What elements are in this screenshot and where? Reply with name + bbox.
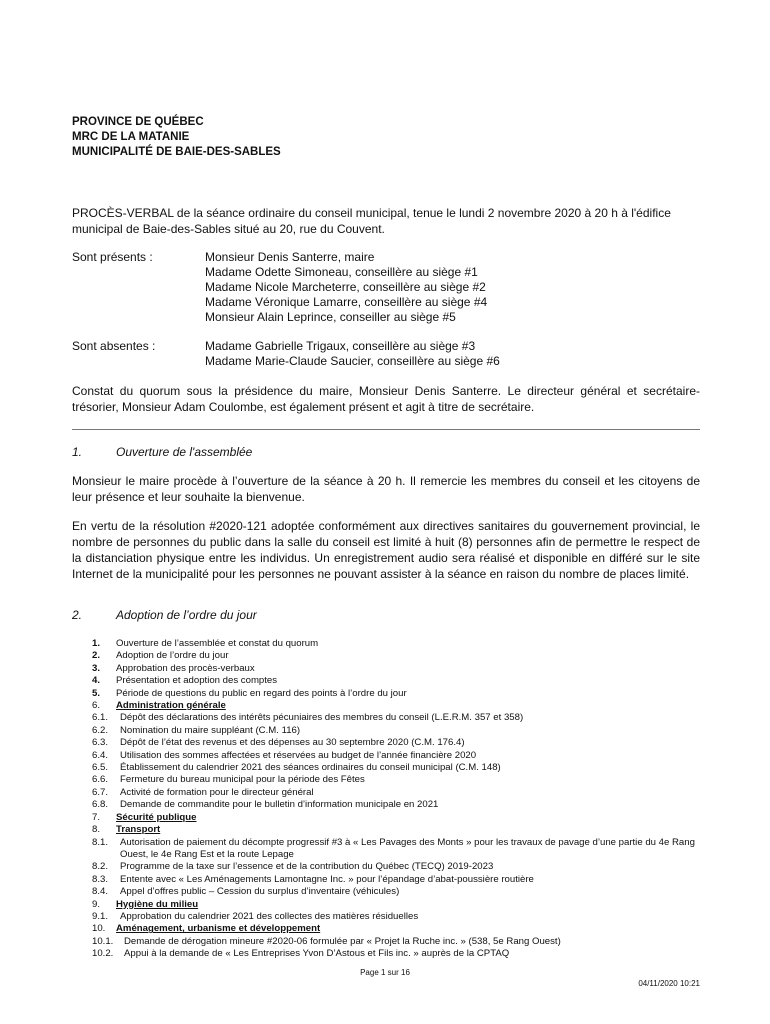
agenda-item-number: 6.6. [92, 774, 109, 786]
agenda-item [92, 675, 704, 687]
agenda-item-text: Autorisation de paiement du décompte progressif #3 à « Les Pavages des Monts » pour les travaux de pavage d’une partie du 4e Rang Ouest, le 4e Rang Est et la route Lepage [120, 836, 695, 860]
agenda-item-text: Sécurité publique [116, 811, 197, 823]
agenda-item [92, 899, 704, 911]
agenda-item [92, 774, 704, 786]
agenda-item-text: Transport [116, 824, 161, 836]
agenda-item [92, 750, 704, 762]
present-name: Madame Nicole Marcheterre, conseillère au siège #2 [205, 280, 486, 294]
agenda-item [92, 688, 704, 700]
agenda-item-number: 8.1. [92, 836, 109, 848]
agenda-item-number: 2. [92, 650, 101, 662]
agenda-item-text: Établissement du calendrier 2021 des séances ordinaires du conseil municipal (C.M. 148) [120, 762, 501, 774]
agenda-item-number: 7. [92, 811, 101, 823]
agenda-item-number: 6.5. [92, 762, 109, 774]
agenda-item [92, 923, 704, 935]
header-mrc: MRC DE LA MATANIE [72, 131, 190, 143]
present-name: Monsieur Alain Leprince, conseiller au siège #5 [205, 310, 456, 324]
agenda-item [92, 824, 704, 836]
agenda-item [92, 787, 704, 799]
section-divider [72, 429, 700, 430]
absent-name: Madame Gabrielle Trigaux, conseillère au siège #3 [205, 339, 476, 353]
agenda-item-number: 6.3. [92, 737, 109, 749]
agenda-item [92, 886, 704, 898]
print-timestamp: 04/11/2020 10:21 [638, 979, 700, 988]
agenda-item [92, 911, 704, 923]
page-number: Page 1 sur 16 [360, 968, 410, 977]
agenda-item-text: Fermeture du bureau municipal pour la période des Fêtes [120, 774, 365, 786]
absent-names [205, 339, 685, 369]
opening-paragraph: Monsieur le maire procède à l’ouverture de la séance à 20 h. Il remercie les membres du conseil et les citoyens de leur présence et leur souhaite la bienvenue. [72, 474, 700, 504]
agenda-item-text: Entente avec « Les Aménagements Lamontagne Inc. » pour l’épandage d’abat-poussière routière [120, 873, 534, 885]
agenda-item [92, 948, 704, 960]
agenda-item-number: 5. [92, 687, 101, 699]
section-number: 1. [72, 445, 83, 459]
sanitary-paragraph: En vertu de la résolution #2020-121 adoptée conformément aux directives sanitaires du gouvernement provincial, le nombre de personnes du public dans la salle du conseil est limité à huit (8) personnes afin de permettre le respect de la distanciation physique entre les individus. Un enregistrement audio sera réalisé et disponible en différé sur le site Internet de la municipalité pour les personnes ne pouvant assister à la séance en raison du nombre de places limité. [72, 519, 700, 581]
agenda-item-number: 8. [92, 824, 101, 836]
agenda-item-number: 3. [92, 662, 101, 674]
agenda-item-text: Adoption de l’ordre du jour [116, 650, 229, 662]
absent-label: Sont absentes : [72, 339, 156, 353]
agenda-item-text: Appel d’offres public – Cession du surplus d’inventaire (véhicules) [120, 886, 400, 898]
agenda-item-text: Appui à la demande de « Les Entreprises Yvon D’Astous et Fils inc. » auprès de la CPTAQ [124, 948, 510, 960]
agenda-item [92, 638, 704, 650]
agenda-item-text: Demande de commandite pour le bulletin d’information municipale en 2021 [120, 799, 439, 811]
agenda-item [92, 936, 704, 948]
agenda-item-text: Dépôt des déclarations des intérêts pécuniaires des membres du conseil (L.E.R.M. 357 et 358) [120, 712, 524, 724]
agenda-list [92, 638, 704, 961]
quorum-paragraph: Constat du quorum sous la présidence du maire, Monsieur Denis Santerre. Le directeur général et secrétaire-trésorier, Monsieur Adam Coulombe, est également présent et agit à titre de secrétaire. [72, 384, 700, 414]
agenda-item [92, 650, 704, 662]
agenda-item-text: Aménagement, urbanisme et développement [116, 923, 321, 935]
agenda-item-text: Approbation des procès-verbaux [116, 662, 255, 674]
header-province: PROVINCE DE QUÉBEC [72, 116, 204, 128]
present-name: Madame Odette Simoneau, conseillère au siège #1 [205, 265, 478, 279]
agenda-item [92, 725, 704, 737]
agenda-item-number: 8.4. [92, 886, 109, 898]
agenda-item-text: Hygiène du milieu [116, 898, 199, 910]
agenda-item-text: Nomination du maire suppléant (C.M. 116) [120, 724, 301, 736]
agenda-item-number: 4. [92, 675, 101, 687]
agenda-item-number: 10. [92, 923, 106, 935]
agenda-item [92, 799, 704, 811]
agenda-item [92, 712, 704, 724]
agenda-item-text: Approbation du calendrier 2021 des collectes des matières résiduelles [120, 910, 419, 922]
agenda-item-text: Programme de la taxe sur l’essence et de la contribution du Québec (TECQ) 2019-2023 [120, 861, 494, 873]
agenda-item [92, 700, 704, 712]
agenda-item-number: 9. [92, 898, 101, 910]
section-title: Adoption de l’ordre du jour [116, 608, 257, 622]
agenda-item-number: 10.2. [92, 948, 114, 960]
agenda-item-text: Période de questions du public en regard des points à l’ordre du jour [116, 687, 407, 699]
agenda-item-number: 6.8. [92, 799, 109, 811]
agenda-item [92, 737, 704, 749]
absent-name: Madame Marie-Claude Saucier, conseillère au siège #6 [205, 354, 500, 368]
present-label: Sont présents : [72, 250, 153, 264]
section-title: Ouverture de l'assemblée [116, 445, 253, 459]
agenda-item-number: 10.1. [92, 935, 114, 947]
agenda-item-number: 9.1. [92, 910, 109, 922]
agenda-item-number: 6.2. [92, 724, 109, 736]
header-municipality: MUNICIPALITÉ DE BAIE-DES-SABLES [72, 146, 281, 158]
agenda-item-text: Présentation et adoption des comptes [116, 675, 278, 687]
section-number: 2. [72, 608, 83, 622]
agenda-item-number: 6.7. [92, 786, 109, 798]
agenda-item-number: 8.3. [92, 873, 109, 885]
agenda-item-number: 6.1. [92, 712, 109, 724]
agenda-item [92, 663, 704, 675]
agenda-item-text: Ouverture de l’assemblée et constat du quorum [116, 638, 319, 649]
present-name: Monsieur Denis Santerre, maire [205, 250, 375, 264]
agenda-item-number: 1. [92, 638, 101, 649]
intro-paragraph: PROCÈS-VERBAL de la séance ordinaire du conseil municipal, tenue le lundi 2 novembre 2020 à 20 h à l'édifice municipal de Baie-des-Sables situé au 20, rue du Couvent. [72, 206, 671, 236]
agenda-item-number: 6.4. [92, 749, 109, 761]
agenda-item [92, 762, 704, 774]
agenda-item-text: Utilisation des sommes affectées et réservées au budget de l’année financière 2020 [120, 749, 477, 761]
agenda-item-text: Administration générale [116, 700, 226, 712]
agenda-item [92, 837, 704, 862]
agenda-item-text: Activité de formation pour le directeur général [120, 786, 314, 798]
agenda-item-text: Dépôt de l’état des revenus et des dépenses au 30 septembre 2020 (C.M. 176.4) [120, 737, 465, 749]
document-header [72, 115, 281, 160]
agenda-item-text: Demande de dérogation mineure #2020-06 formulée par « Projet la Ruche inc. » (538, 5e Rang Ouest) [124, 935, 561, 947]
agenda-item-number: 8.2. [92, 861, 109, 873]
agenda-item [92, 812, 704, 824]
present-name: Madame Véronique Lamarre, conseillère au siège #4 [205, 295, 488, 309]
agenda-item [92, 861, 704, 873]
present-names [205, 250, 685, 325]
agenda-item-number: 6. [92, 700, 101, 712]
agenda-item [92, 874, 704, 886]
